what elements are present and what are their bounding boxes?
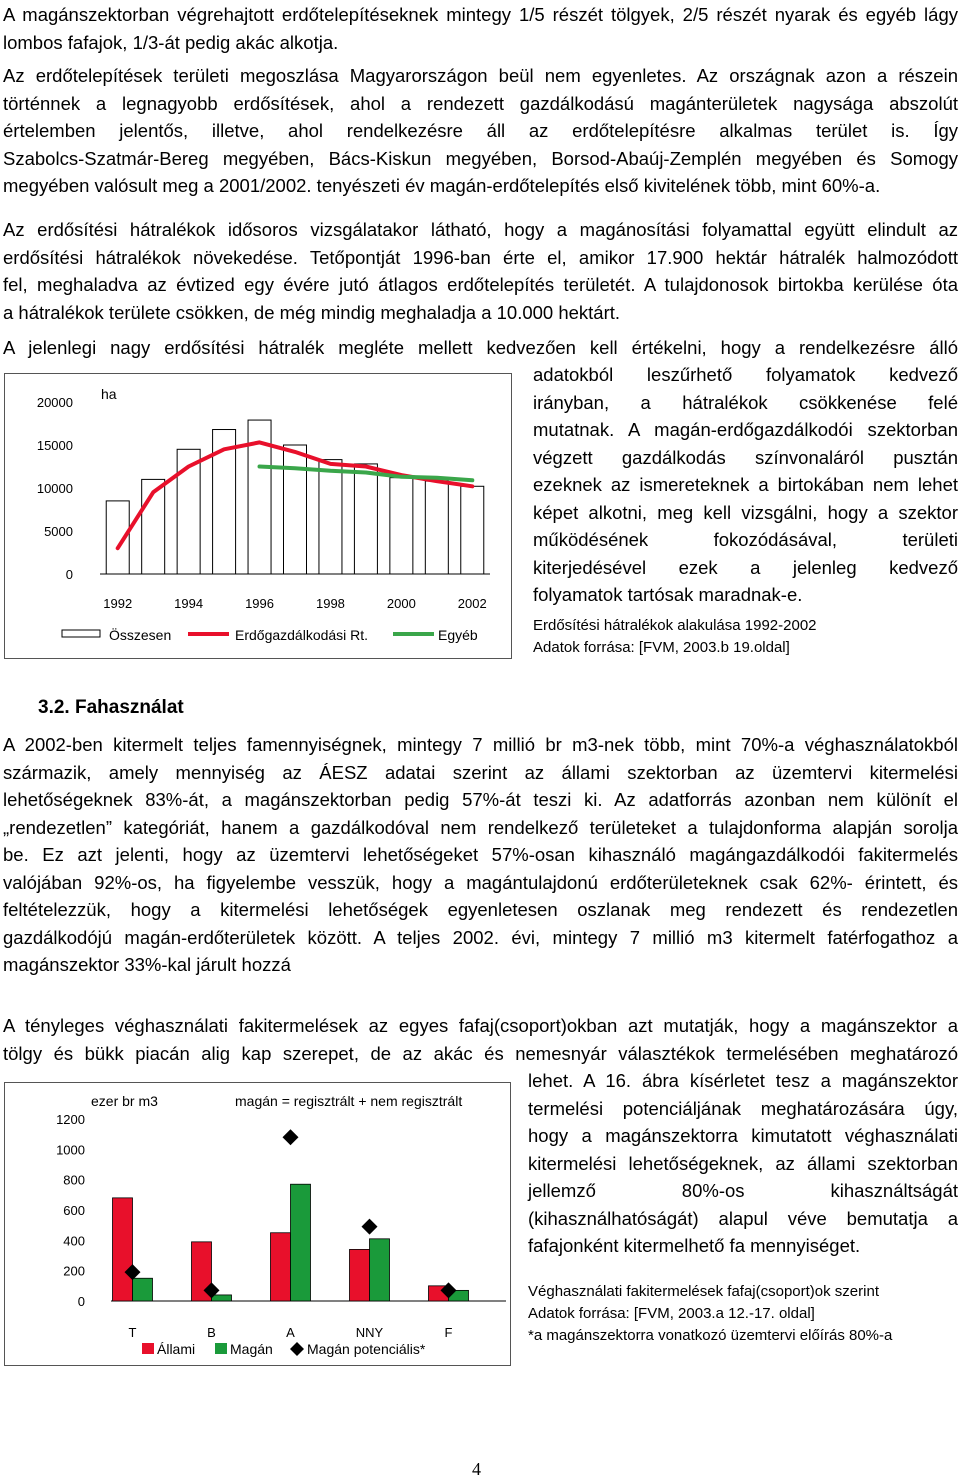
text-line: feltételezzük, hogy a kitermelési lehetőségek egyenletesen oszlanak meg rendezett és rendezetlen: [3, 899, 958, 920]
text-line: gazdálkodójú magán-erdőterületek között. A teljes 2002. évi, mintegy 7 millió m3 kitermelt fatérfogathoz a: [3, 926, 958, 948]
bar-allami: [113, 1198, 133, 1301]
text-line: fel, meghaladva az évtized egy évére jutó átlagos erdőtelepítés területét. A tulajdonosok birtokba kerülése óta: [3, 274, 958, 295]
legend-label: Magán: [230, 1341, 273, 1357]
text-line: lehetőségeknek 83%-át, a magánszektorban pedig 57%-át teszi ki. Az adatforrás azonban nem különít el: [3, 789, 958, 810]
text-line: irányban, a hátralékok csökkenése felé: [533, 391, 958, 413]
legend-label: Erdőgazdálkodási Rt.: [235, 627, 369, 643]
text-line: Az erdősítési hátralékok idősoros vizsgálatakor látható, hogy a magánosítási folyamattal együtt elindult az: [3, 219, 958, 240]
bar-magan: [133, 1278, 153, 1301]
text-line: képet alkotni, meg kell vizsgálni, hogy a szektor: [533, 501, 958, 523]
chart-subtitle: magán = regisztrált + nem regisztrált: [235, 1093, 463, 1109]
text-line: kitermelési lehetőségeknek, az állami szektorban: [528, 1152, 958, 1174]
caption-line: Adatok forrása: [FVM, 2003.a 12.-17. oldal]: [528, 1305, 815, 1322]
paragraph-1: [3, 1, 958, 56]
x-tick-label: NNY: [355, 1325, 384, 1340]
bar-osszesen: [461, 486, 484, 574]
text-line: lombos fafajok, 1/3-át pedig akác alkotja.: [3, 31, 339, 53]
marker-magan-potencialis: [362, 1219, 378, 1235]
x-tick-label: B: [207, 1325, 216, 1340]
x-tick-label: 1994: [174, 596, 204, 611]
text-line: jellemző 80%-os kihasználtságát: [528, 1180, 958, 1201]
text-line: kiterjedésével ezek a jelenleg kedvező: [533, 556, 958, 578]
text-line: erdősítési hátralékok növekedése. Tetőpontját 1996-ban érte el, amikor 17.900 hektár hátralék halmozódott: [3, 246, 958, 268]
bar-allami: [350, 1249, 370, 1301]
text-line: lehet. A 16. ábra kísérletet tesz a magánszektor: [528, 1070, 958, 1091]
caption-line: *a magánszektorra vonatkozó üzemtervi előírás 80%-a: [528, 1327, 893, 1344]
marker-magan-potencialis: [283, 1129, 299, 1145]
text-line: (kihasználhatóságát) alapul véve bemutatja a: [528, 1207, 958, 1229]
y-tick-label: 1200: [56, 1112, 85, 1127]
bar-osszesen: [319, 460, 342, 574]
text-line: A magánszektorban végrehajtott erdőtelepítéseknek mintegy 1/5 részét tölgyek, 2/5 részét nyarak és egyéb lágy: [3, 4, 958, 25]
text-line: A 2002-ben kitermelt teljes famennyiségnek, mintegy 7 millió br m3-nek több, mint 70%-a véghasználatokból: [3, 734, 958, 755]
text-line: végzett gazdálkodás színvonaláról pusztán: [533, 446, 958, 468]
caption-line: Adatok forrása: [FVM, 2003.b 19.oldal]: [533, 639, 790, 656]
legend-swatch: [215, 1343, 227, 1354]
caption-line: Véghasználati fakitermelések fafaj(csoport)ok szerint: [528, 1283, 879, 1300]
text-line: származik, amely mennyiség az ÁESZ adatai szerint az állami szektorban az üzemtervi kitermelési: [3, 761, 958, 783]
text-line: „rendezetlen” kategóriát, hanem a gazdálkodóval nem rendelkező területeket a tulajdonforma alapján sorolja: [3, 816, 958, 838]
bar-osszesen: [390, 478, 413, 574]
paragraph-4: [3, 334, 958, 362]
paragraph-4-column: [533, 361, 958, 609]
legend-label: Egyéb: [438, 627, 478, 643]
x-tick-label: A: [286, 1325, 295, 1340]
y-tick-label: 200: [63, 1263, 85, 1279]
text-line: termelési potenciáljának meghatározására úgy,: [528, 1097, 958, 1119]
text-line: ezeknek az ismereteknek a birtokában nem lehet: [533, 474, 958, 495]
text-line: mutatnak. A magán-erdőgazdálkodói szektorban: [533, 419, 958, 440]
y-tick-label: 5000: [44, 524, 73, 539]
bar-osszesen: [284, 445, 307, 574]
paragraph-3: [3, 216, 958, 326]
bar-allami: [271, 1233, 291, 1301]
legend-swatch: [62, 630, 100, 637]
text-line: A jelenlegi nagy erdősítési hátralék megléte mellett kedvezően kell értékelni, hogy a rendelkezésre álló: [3, 337, 958, 358]
text-line: hogy a magánszektorra kimutatott véghasználati: [528, 1125, 958, 1146]
bar-osszesen: [354, 464, 377, 574]
text-line: működésének fokozódásával, területi: [533, 529, 958, 550]
x-tick-label: 2002: [457, 596, 487, 611]
harvest-chart: [5, 1083, 510, 1365]
chart-2-caption: [528, 1281, 892, 1347]
bar-magan: [212, 1295, 232, 1301]
text-line: A tényleges véghasználati fakitermelések az egyes fafaj(csoport)okban azt mutatják, hogy a magánszektor a: [3, 1015, 958, 1036]
text-line: folyamatok tartósak maradnak-e.: [533, 584, 803, 605]
text-line: megyében valósult meg a 2001/2002. tenyészeti év magán-erdőtelepítés első kivitelének több, mint 60%-a.: [3, 175, 881, 196]
y-tick-label: 0: [65, 567, 73, 582]
x-tick-label: 1992: [103, 596, 133, 611]
bar-magan: [291, 1184, 311, 1301]
paragraph-5: [3, 731, 958, 979]
text-line: tölgy és bükk piacán alig kap szerepet, de az akác és nemesnyár választékok termelésében meghatározó: [3, 1042, 958, 1064]
y-tick-label: 1000: [56, 1142, 85, 1158]
text-line: a hátralékok területe csökken, de még mindig meghaladja a 10.000 hektárt.: [3, 301, 621, 323]
text-line: Az erdőtelepítések területi megoszlása Magyarországon beül nem egyenletes. Az országnak azon a részein: [3, 65, 958, 86]
legend-label: Összesen: [109, 627, 172, 643]
text-line: be. Ez azt jelenti, hogy az üzemtervi lehetőségeket 57%-osan kihasználó magángazdálkodói fakitermelés: [3, 844, 958, 865]
unit-label: ezer br m3: [91, 1093, 158, 1109]
chart-1-caption: [533, 615, 817, 659]
y-tick-label: 15000: [36, 438, 73, 453]
legend-label: Állami: [157, 1341, 196, 1357]
legend-swatch: [142, 1343, 154, 1354]
y-tick-label: 400: [63, 1233, 85, 1249]
caption-line: Erdősítési hátralékok alakulása 1992-2002: [533, 617, 817, 634]
chart-2-frame: [4, 1082, 511, 1366]
y-tick-label: 10000: [36, 481, 73, 496]
section-heading: 3.2. Fahasználat: [38, 697, 184, 718]
chart-1-frame: [4, 373, 512, 659]
bar-osszesen: [425, 481, 448, 574]
text-line: értelemben jelentős, illetve, ahol rendelkezésre áll az erdőtelepítésre alkalmas terület is. Így: [3, 120, 958, 141]
paragraph-2: [3, 62, 958, 200]
y-tick-label: 800: [63, 1172, 85, 1188]
text-line: történnek a legnagyobb erdősítések, ahol a rendezett gazdálkodású magánterületek nagysága abszolút: [3, 92, 958, 114]
bar-magan: [370, 1239, 390, 1301]
x-tick-label: 1998: [315, 596, 345, 611]
paragraph-6-column: [528, 1067, 958, 1260]
x-tick-label: T: [128, 1325, 137, 1340]
y-tick-label: 0: [77, 1294, 85, 1309]
legend-label: Magán potenciális*: [307, 1341, 426, 1357]
text-line: magánszektor 33%-kal járult hozzá: [3, 954, 291, 975]
text-line: Szabolcs-Szatmár-Bereg megyében, Bács-Kiskun megyében, Borsod-Abaúj-Zemplén megyében és Somogy: [3, 147, 958, 169]
x-tick-label: 1996: [245, 596, 275, 611]
paragraph-6: [3, 1012, 958, 1067]
y-tick-label: 20000: [36, 395, 73, 410]
arrears-chart: [5, 374, 511, 658]
text-line: valójában 92%-os, ha figyelembe vesszük, hogy a magántulajdonú erdőterületeknek csak 62%- érintett, és: [3, 871, 958, 893]
unit-label: ha: [101, 386, 117, 402]
page-number: 4: [472, 1459, 481, 1479]
y-tick-label: 600: [63, 1203, 85, 1218]
x-tick-label: F: [444, 1325, 453, 1340]
legend-swatch: [290, 1342, 304, 1356]
text-line: fafajonként kitermelhető fa mennyiséget.: [528, 1235, 861, 1256]
text-line: adatokból leszűrhető folyamatok kedvező: [533, 364, 958, 385]
x-tick-label: 2000: [386, 596, 416, 611]
